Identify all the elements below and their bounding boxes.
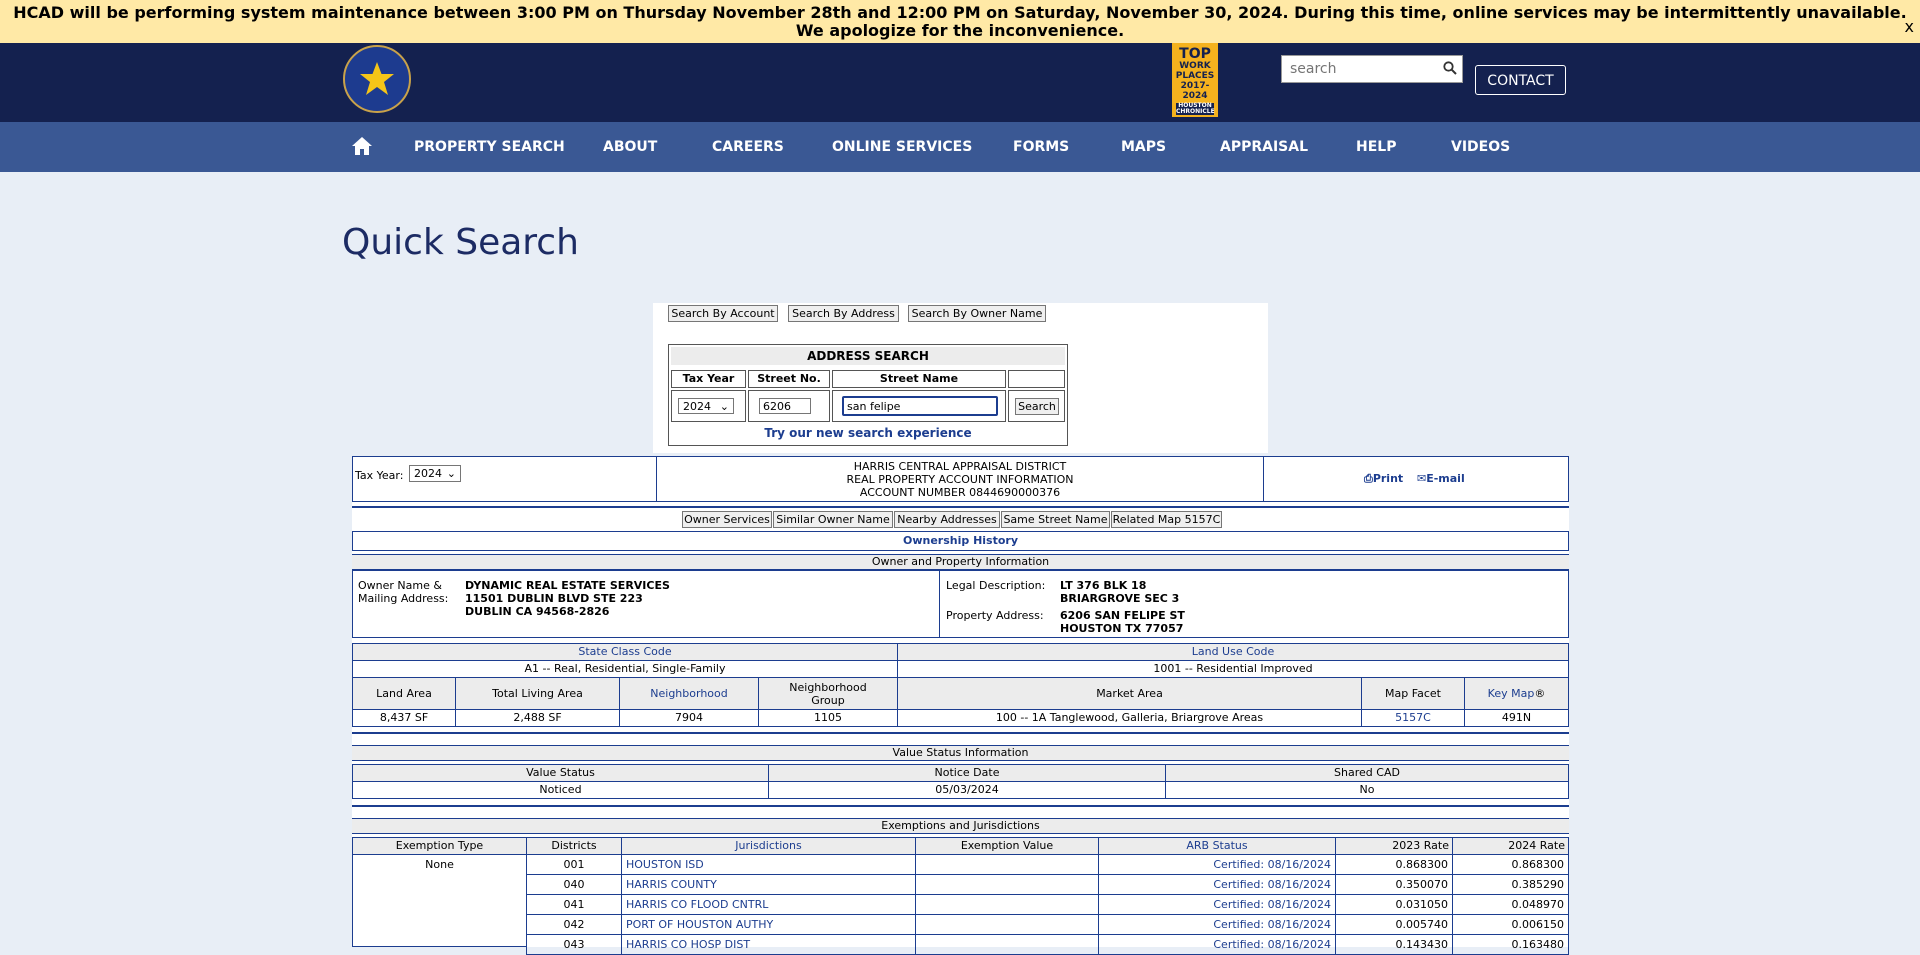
search-btn-cell bbox=[1008, 390, 1065, 422]
award-line2: WORK bbox=[1179, 61, 1211, 71]
arb-status-link[interactable]: Certified: 08/16/2024 bbox=[1098, 914, 1336, 935]
districts-header: Districts bbox=[526, 837, 622, 855]
contact-button[interactable]: CONTACT bbox=[1475, 65, 1566, 95]
property-address-label: Property Address: bbox=[946, 609, 1044, 622]
owner-label-2: Mailing Address: bbox=[358, 592, 449, 605]
neighborhood-value: 7904 bbox=[619, 709, 759, 727]
nav-property-search[interactable]: PROPERTY SEARCH bbox=[414, 139, 565, 155]
property-address-1: 6206 SAN FELIPE ST bbox=[1060, 609, 1185, 622]
related-map-button[interactable]: Related Map 5157C bbox=[1112, 513, 1221, 526]
nav-careers[interactable]: CAREERS bbox=[712, 139, 784, 155]
number-cell bbox=[748, 390, 830, 422]
hcad-logo[interactable] bbox=[343, 45, 411, 113]
rate-2024: 0.385290 bbox=[1452, 874, 1569, 895]
print-email-box bbox=[1263, 456, 1569, 502]
land-area-value: 8,437 SF bbox=[352, 709, 456, 727]
value-status-section: Value Status Information bbox=[352, 745, 1569, 761]
rate-2023: 0.143430 bbox=[1335, 934, 1453, 955]
land-use-header[interactable]: Land Use Code bbox=[897, 643, 1569, 661]
account-info-title: REAL PROPERTY ACCOUNT INFORMATION bbox=[846, 473, 1074, 486]
account-details bbox=[352, 456, 1569, 951]
exemption-value bbox=[915, 854, 1099, 875]
nav-maps[interactable]: MAPS bbox=[1121, 139, 1167, 155]
notice-date-value: 05/03/2024 bbox=[768, 781, 1166, 799]
map-facet-link[interactable]: 5157C bbox=[1361, 709, 1465, 727]
state-class-value: A1 -- Real, Residential, Single-Family bbox=[352, 660, 898, 678]
map-facet-header: Map Facet bbox=[1361, 677, 1465, 710]
key-map-header bbox=[1464, 677, 1569, 710]
home-icon[interactable] bbox=[350, 134, 374, 158]
tax-year-box bbox=[352, 456, 657, 502]
chevron-down-icon: ⌄ bbox=[446, 467, 456, 480]
page-title: Quick Search bbox=[342, 222, 579, 263]
property-box bbox=[939, 570, 1569, 638]
exemption-type-header: Exemption Type bbox=[352, 837, 527, 855]
living-area-header: Total Living Area bbox=[455, 677, 620, 710]
account-tax-year-select[interactable] bbox=[409, 465, 461, 482]
address-search-form bbox=[668, 344, 1068, 446]
search-by-address-button[interactable]: Search By Address bbox=[788, 305, 899, 322]
search-icon[interactable] bbox=[1443, 61, 1457, 79]
printer-icon: ⎙ bbox=[1364, 472, 1373, 485]
market-area-value: 100 -- 1A Tanglewood, Galleria, Briargrove Areas bbox=[897, 709, 1362, 727]
nav-appraisal[interactable]: APPRAISAL bbox=[1220, 139, 1309, 155]
ownership-history-link[interactable]: Ownership History bbox=[352, 531, 1569, 551]
market-area-header: Market Area bbox=[897, 677, 1362, 710]
owner-name: DYNAMIC REAL ESTATE SERVICES bbox=[465, 579, 670, 592]
divider bbox=[352, 732, 1569, 734]
name-cell bbox=[832, 390, 1006, 422]
rate-2023-header: 2023 Rate bbox=[1335, 837, 1453, 855]
owner-address-1: 11501 DUBLIN BLVD STE 223 bbox=[465, 592, 643, 605]
email-label: E-mail bbox=[1426, 472, 1465, 485]
owner-address-2: DUBLIN CA 94568-2826 bbox=[465, 605, 610, 618]
tax-year-select[interactable] bbox=[678, 398, 734, 414]
registered-mark: ® bbox=[1534, 687, 1546, 700]
legal-line-2: BRIARGROVE SEC 3 bbox=[1060, 592, 1180, 605]
new-search-link[interactable]: Try our new search experience bbox=[764, 426, 972, 440]
rate-2024: 0.163480 bbox=[1452, 934, 1569, 955]
arb-status-link[interactable]: Certified: 08/16/2024 bbox=[1098, 934, 1336, 955]
neigh-group-h1: Neighborhood bbox=[789, 681, 867, 694]
rate-2024-header: 2024 Rate bbox=[1452, 837, 1569, 855]
rate-2023: 0.868300 bbox=[1335, 854, 1453, 875]
neighborhood-group-header bbox=[758, 677, 898, 710]
street-name-input[interactable] bbox=[842, 396, 998, 416]
nav-forms[interactable]: FORMS bbox=[1013, 139, 1070, 155]
owner-box bbox=[352, 570, 940, 638]
notice-date-header: Notice Date bbox=[768, 764, 1166, 782]
neighborhood-group-value: 1105 bbox=[758, 709, 898, 727]
district-code: 042 bbox=[526, 914, 622, 935]
col-empty bbox=[1008, 370, 1065, 388]
divider bbox=[352, 805, 1569, 807]
shared-cad-value: No bbox=[1165, 781, 1569, 799]
print-label: Print bbox=[1372, 472, 1404, 485]
maintenance-banner bbox=[0, 0, 1920, 43]
search-by-owner-button[interactable]: Search By Owner Name bbox=[908, 305, 1046, 322]
exemption-type-value: None bbox=[352, 854, 527, 947]
col-tax-year: Tax Year bbox=[671, 370, 746, 388]
similar-owner-button[interactable]: Similar Owner Name bbox=[773, 511, 893, 528]
exemption-value bbox=[915, 914, 1099, 935]
district-code: 041 bbox=[526, 894, 622, 915]
search-by-account-button[interactable]: Search By Account bbox=[668, 305, 778, 322]
year-cell bbox=[671, 390, 746, 422]
jurisdiction-link[interactable]: HARRIS COUNTY bbox=[621, 874, 916, 895]
legal-line-1: LT 376 BLK 18 bbox=[1060, 579, 1147, 592]
shared-cad-header: Shared CAD bbox=[1165, 764, 1569, 782]
account-tax-year-value: 2024 bbox=[414, 467, 442, 480]
key-map-value: 491N bbox=[1464, 709, 1569, 727]
nav-videos[interactable]: VIDEOS bbox=[1451, 139, 1511, 155]
col-street-name: Street Name bbox=[832, 370, 1006, 388]
award-years: 2017-2024 bbox=[1180, 81, 1210, 101]
site-search-input[interactable] bbox=[1282, 56, 1448, 82]
district-name: HARRIS CENTRAL APPRAISAL DISTRICT bbox=[853, 460, 1067, 473]
site-search bbox=[1281, 55, 1463, 83]
owner-section-header: Owner and Property Information bbox=[352, 554, 1569, 570]
rate-2023: 0.350070 bbox=[1335, 874, 1453, 895]
exemption-value bbox=[915, 934, 1099, 955]
star-icon bbox=[357, 59, 397, 99]
account-header bbox=[656, 456, 1264, 502]
state-class-header[interactable]: State Class Code bbox=[352, 643, 898, 661]
arb-status-link[interactable]: Certified: 08/16/2024 bbox=[1098, 854, 1336, 875]
value-status-header: Value Status bbox=[352, 764, 769, 782]
rate-2024: 0.006150 bbox=[1452, 914, 1569, 935]
property-address-2: HOUSTON TX 77057 bbox=[1060, 622, 1184, 635]
address-search-button[interactable]: Search bbox=[1015, 398, 1059, 415]
exemption-value bbox=[915, 894, 1099, 915]
divider bbox=[352, 506, 1569, 508]
arb-status-header[interactable]: ARB Status bbox=[1098, 837, 1336, 855]
nav-help[interactable]: HELP bbox=[1356, 139, 1397, 155]
tax-year-value: 2024 bbox=[683, 400, 711, 413]
award-top: TOP bbox=[1179, 46, 1211, 62]
legal-label: Legal Description: bbox=[946, 579, 1046, 592]
print-link[interactable] bbox=[1364, 472, 1403, 486]
owner-label-1: Owner Name & bbox=[358, 579, 442, 592]
value-status-value: Noticed bbox=[352, 781, 769, 799]
district-code: 001 bbox=[526, 854, 622, 875]
banner-text: HCAD will be performing system maintenance between 3:00 PM on Thursday November 28th and 12:00 PM on Saturday, November 30, 2024. During this time, online services may be intermittently unavailable. We apologize for the inconvenience. bbox=[13, 3, 1907, 40]
jurisdiction-link[interactable]: HARRIS CO FLOOD CNTRL bbox=[621, 894, 916, 915]
neighborhood-header[interactable]: Neighborhood bbox=[619, 677, 759, 710]
living-area-value: 2,488 SF bbox=[455, 709, 620, 727]
district-code: 040 bbox=[526, 874, 622, 895]
rate-2024: 0.868300 bbox=[1452, 854, 1569, 875]
street-number-input[interactable] bbox=[759, 398, 811, 414]
arb-status-link[interactable]: Certified: 08/16/2024 bbox=[1098, 894, 1336, 915]
main-nav bbox=[0, 122, 1920, 172]
exemption-value-header: Exemption Value bbox=[915, 837, 1099, 855]
site-header bbox=[0, 43, 1920, 122]
banner-close-button[interactable]: x bbox=[1904, 17, 1914, 36]
jurisdictions-header[interactable]: Jurisdictions bbox=[621, 837, 916, 855]
same-street-button[interactable]: Same Street Name bbox=[1001, 511, 1110, 528]
exemption-value bbox=[915, 874, 1099, 895]
award-line3: PLACES bbox=[1175, 71, 1215, 81]
chevron-down-icon: ⌄ bbox=[719, 400, 729, 413]
jurisdiction-link[interactable]: HOUSTON ISD bbox=[621, 854, 916, 875]
account-number: ACCOUNT NUMBER 0844690000376 bbox=[859, 486, 1061, 499]
tax-year-label: Tax Year: bbox=[355, 469, 404, 482]
key-map-link[interactable]: Key Map bbox=[1487, 687, 1535, 700]
exemptions-section: Exemptions and Jurisdictions bbox=[352, 818, 1569, 834]
jurisdiction-link[interactable]: HARRIS CO HOSP DIST bbox=[621, 934, 916, 955]
rate-2024: 0.048970 bbox=[1452, 894, 1569, 915]
nearby-addresses-button[interactable]: Nearby Addresses bbox=[894, 511, 1000, 528]
rate-2023: 0.005740 bbox=[1335, 914, 1453, 935]
district-code: 043 bbox=[526, 934, 622, 955]
land-area-header: Land Area bbox=[352, 677, 456, 710]
land-use-value: 1001 -- Residential Improved bbox=[897, 660, 1569, 678]
email-link[interactable] bbox=[1417, 472, 1465, 485]
arb-status-link[interactable]: Certified: 08/16/2024 bbox=[1098, 874, 1336, 895]
nav-about[interactable]: ABOUT bbox=[603, 139, 658, 155]
col-street-no: Street No. bbox=[748, 370, 830, 388]
top-workplaces-badge bbox=[1172, 43, 1218, 117]
rate-2023: 0.031050 bbox=[1335, 894, 1453, 915]
jurisdiction-link[interactable]: PORT OF HOUSTON AUTHY bbox=[621, 914, 916, 935]
neigh-group-h2: Group bbox=[811, 694, 845, 707]
award-source: HOUSTON CHRONICLE bbox=[1176, 102, 1215, 115]
nav-online-services[interactable]: ONLINE SERVICES bbox=[832, 139, 973, 155]
address-search-title: ADDRESS SEARCH bbox=[671, 347, 1065, 365]
envelope-icon: ✉ bbox=[1417, 472, 1427, 485]
owner-services-button[interactable]: Owner Services bbox=[682, 511, 772, 528]
